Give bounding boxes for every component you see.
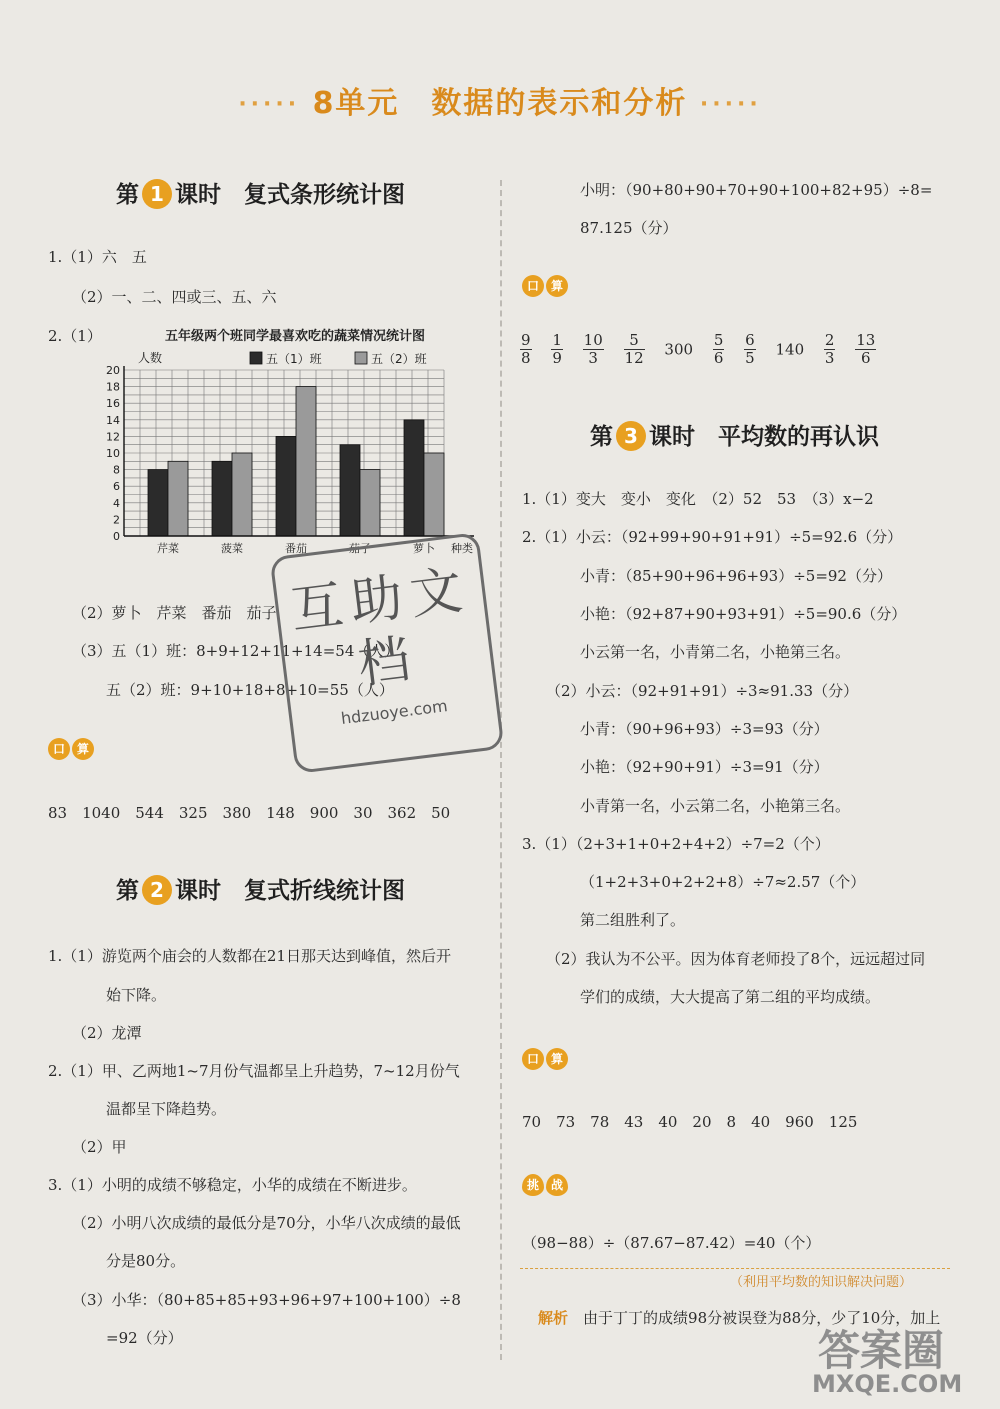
answer-line: （2）龙潭 xyxy=(72,1024,142,1042)
column-divider xyxy=(500,180,502,1360)
challenge-equation: （98−88）÷（87.67−87.42）=40（个） xyxy=(522,1234,821,1252)
lesson1-heading: 第 1 课时 复式条形统计图 xyxy=(116,176,405,209)
answer-line: 小艳：（92+87+90+93+91）÷5=90.6（分） xyxy=(580,605,907,623)
answer-line: 小青：（90+96+93）÷3=93（分） xyxy=(580,720,829,738)
oral-badge-2: 算 xyxy=(72,738,94,760)
answer-line: 3.（1）小明的成绩不够稳定，小华的成绩在不断进步。 xyxy=(48,1176,417,1194)
answer-line: 始下降。 xyxy=(106,986,167,1004)
bar-萝卜-2 xyxy=(424,453,444,536)
lesson2-heading: 第 2 课时 复式折线统计图 xyxy=(116,872,405,905)
analysis-label: 解析 xyxy=(538,1309,569,1327)
unit-title: ····· 8单元 数据的表示和分析 ····· xyxy=(238,86,762,121)
answer-line: （1+2+3+0+2+2+8）÷7≈2.57（个） xyxy=(580,873,866,891)
answer-line: 2.（1）小云：（92+99+90+91+91）÷5=92.6（分） xyxy=(522,528,903,546)
answer-line: 小青第一名，小云第二名，小艳第三名。 xyxy=(580,797,851,815)
y-tick-label: 8 xyxy=(113,463,120,477)
answer-line: 1.（1）游览两个庙会的人数都在21日那天达到峰值，然后开 xyxy=(48,947,451,965)
y-tick-label: 12 xyxy=(106,430,120,444)
lesson-number-badge: 1 xyxy=(142,179,172,209)
oral-badge-2: 算 xyxy=(546,275,568,297)
y-tick-label: 4 xyxy=(113,496,120,510)
x-tick-label: 番茄 xyxy=(285,542,307,555)
answer-line: 1.（1）六 五 xyxy=(48,248,147,266)
answer-line: 学们的成绩，大大提高了第二组的平均成绩。 xyxy=(580,988,881,1006)
unit-title-text: 8单元 数据的表示和分析 xyxy=(312,86,688,121)
fraction: $\frac{5}{12}$ xyxy=(624,331,644,367)
bar-茄子-1 xyxy=(340,445,360,536)
answer-line: 五（2）班：9+10+18+8+10=55（人） xyxy=(106,681,394,699)
watermark-stamp-chars: 互助文档 xyxy=(287,559,474,696)
fraction: $\frac{10}{3}$ xyxy=(583,331,603,367)
oral-badge-1: 口 xyxy=(522,275,544,297)
value: 300 xyxy=(664,340,694,359)
oral-answers: 70 73 78 43 40 20 8 40 960 125 xyxy=(522,1113,858,1131)
bar-番茄-1 xyxy=(276,436,296,536)
challenge-badge-1: 挑 xyxy=(522,1174,544,1196)
bar-茄子-2 xyxy=(360,470,380,536)
answer-line: 小云第一名，小青第二名，小艳第三名。 xyxy=(580,643,851,661)
challenge-badge-2: 战 xyxy=(546,1174,568,1196)
chart-title: 五年级两个班同学最喜欢吃的蔬菜情况统计图 xyxy=(164,329,426,344)
y-tick-label: 6 xyxy=(113,480,120,494)
x-tick-label: 茄子 xyxy=(349,542,371,555)
answer-line: （2）一、二、四或三、五、六 xyxy=(72,288,277,306)
bar-芹菜-1 xyxy=(148,470,168,536)
hint-divider xyxy=(520,1268,950,1269)
x-tick-label: 菠菜 xyxy=(221,542,243,555)
fraction: $\frac{1}{9}$ xyxy=(552,331,562,367)
y-tick-label: 10 xyxy=(106,447,120,460)
hint-text: （利用平均数的知识解决问题） xyxy=(730,1275,913,1290)
fraction-answers xyxy=(520,332,876,367)
x-tick-label: 萝卜 xyxy=(413,542,435,555)
y-tick-label: 18 xyxy=(106,380,120,394)
lesson-number-badge: 2 xyxy=(142,875,172,905)
bar-芹菜-2 xyxy=(168,461,188,536)
watermark-stamp-site: hdzuoye.com xyxy=(339,696,449,729)
corner-watermark-site: MXQE.COM xyxy=(812,1370,963,1398)
legend-label: 五（1）班 xyxy=(266,352,322,366)
oral-badge-1: 口 xyxy=(48,738,70,760)
answer-line: 1.（1）变大 变小 变化 （2）52 53 （3）x−2 xyxy=(522,490,874,508)
lesson-number-badge: 3 xyxy=(616,421,646,451)
legend-swatch xyxy=(250,352,262,364)
answer-line: 第二组胜利了。 xyxy=(580,911,686,929)
y-tick-label: 20 xyxy=(106,364,120,377)
oral-badge-2: 算 xyxy=(546,1048,568,1070)
y-tick-label: 0 xyxy=(113,530,120,543)
x-tick-label: 芹菜 xyxy=(157,542,179,555)
x-axis-kind-label: 种类 xyxy=(451,542,473,555)
oral-badge-1: 口 xyxy=(522,1048,544,1070)
answer-line: （2）甲 xyxy=(72,1138,127,1156)
chart-legend xyxy=(250,351,427,366)
answer-line: （2）萝卜 芹菜 番茄 茄子 xyxy=(72,604,277,622)
lesson3-heading: 第 3 课时 平均数的再认识 xyxy=(590,418,879,451)
fraction: $\frac{13}{6}$ xyxy=(856,331,876,367)
fraction: $\frac{2}{3}$ xyxy=(824,331,835,367)
answer-line: =92（分） xyxy=(106,1329,183,1347)
fraction: $\frac{6}{5}$ xyxy=(745,331,755,367)
answer-line: 温都呈下降趋势。 xyxy=(106,1100,227,1118)
analysis-text: 由于丁丁的成绩98分被误登为88分，少了10分，加上 xyxy=(583,1309,941,1327)
oral-calc-label xyxy=(522,275,570,297)
answer-line: 小明：（90+80+90+70+90+100+82+95）÷8= xyxy=(580,181,933,199)
answer-line: 87.125（分） xyxy=(580,219,678,237)
bar-萝卜-1 xyxy=(404,420,424,536)
answer-line: 小青：（85+90+96+96+93）÷5=92（分） xyxy=(580,567,892,585)
oral-answers: 83 1040 544 325 380 148 900 30 362 50 xyxy=(48,804,451,822)
answer-line: （2）我认为不公平。因为体育老师投了8个，远远超过同 xyxy=(546,950,926,968)
answer-line: 小艳：（92+90+91）÷3=91（分） xyxy=(580,758,829,776)
fraction: $\frac{9}{8}$ xyxy=(521,331,531,367)
y-tick-label: 16 xyxy=(106,397,120,411)
bar-番茄-2 xyxy=(296,387,316,536)
challenge-label xyxy=(522,1174,570,1196)
y-tick-label: 14 xyxy=(106,413,120,427)
answer-line: （2）小云：（92+91+91）÷3≈91.33（分） xyxy=(546,682,859,700)
oral-calc-label xyxy=(48,738,96,760)
legend-label: 五（2）班 xyxy=(371,352,427,366)
answer-line: 分是80分。 xyxy=(106,1252,186,1270)
fraction: $\frac{5}{6}$ xyxy=(713,331,724,367)
answer-line: 2.（1）甲、乙两地1~7月份气温都呈上升趋势，7~12月份气 xyxy=(48,1062,460,1080)
legend-swatch xyxy=(355,352,367,364)
answer-line: 2.（1） xyxy=(48,327,102,345)
answer-line: （3）五（1）班：8+9+12+11+14=54（人） xyxy=(72,642,400,660)
y-axis-label: 人数 xyxy=(138,351,163,365)
answer-line: （3）小华：（80+85+85+93+96+97+100+100）÷8 xyxy=(72,1291,461,1309)
y-tick-label: 2 xyxy=(113,513,120,527)
grouped-bar-chart xyxy=(100,322,490,562)
bar-菠菜-2 xyxy=(232,453,252,536)
watermark-stamp xyxy=(269,532,504,774)
oral-calc-label xyxy=(522,1048,570,1070)
corner-watermark-chars: 答案圈 xyxy=(818,1326,945,1375)
answer-line: （2）小明八次成绩的最低分是70分，小华八次成绩的最低 xyxy=(72,1214,461,1232)
bar-菠菜-1 xyxy=(212,461,232,536)
answer-line: 3.（1）（2+3+1+0+2+4+2）÷7=2（个） xyxy=(522,835,830,853)
value: 140 xyxy=(775,340,805,359)
